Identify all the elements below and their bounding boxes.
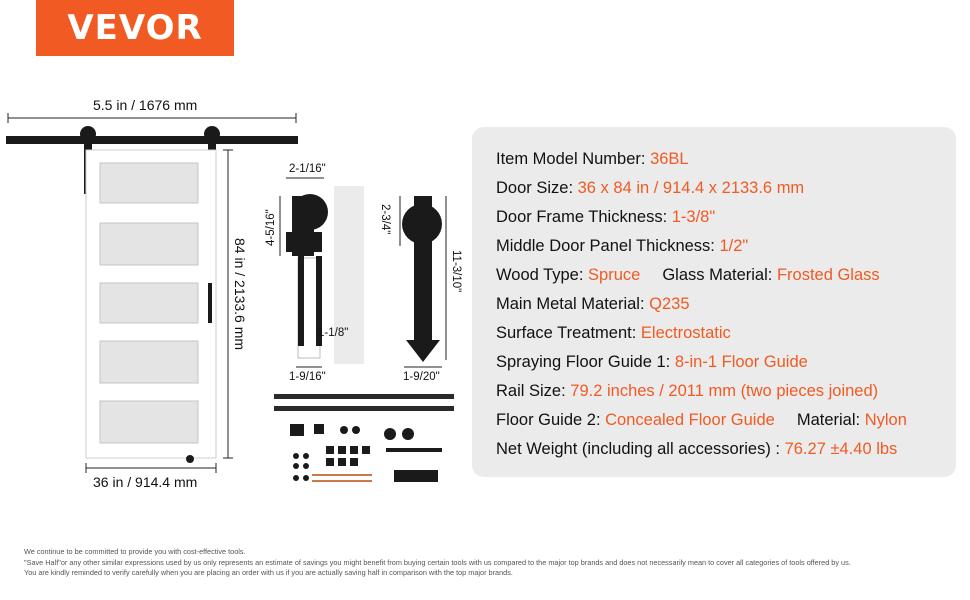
hanger-closeup: [286, 194, 328, 256]
bottom-width-dimension-line: [86, 463, 216, 473]
hanger-width-label: 2-1/16": [289, 163, 326, 175]
top-width-dimension-line: [8, 113, 296, 123]
spec-rail-size: Rail Size: 79.2 inches / 2011 mm (two pieces joined): [496, 382, 879, 400]
floor-guide: [186, 455, 194, 463]
spec-panel-thickness: Middle Door Panel Thickness: 1/2": [496, 237, 749, 255]
strap-closeup: [402, 196, 442, 362]
door-height-label: 84 in / 2133.6 mm: [232, 238, 248, 351]
disclaimer-line-2: "Save Half"or any other similar expressions used by us only represents an estimate of savings you might benefit from buying certain tools with us compared to the major top brands and does not necessarily mean to cover all categories of tools offered by us.: [24, 557, 851, 567]
barn-door-rail: [6, 136, 298, 144]
accessory-parts: [290, 424, 442, 482]
door-handle: [208, 283, 212, 323]
spec-wood-glass: Wood Type: Spruce Glass Material: Frosted Glass: [496, 266, 880, 284]
top-width-label: 5.5 in / 1676 mm: [93, 97, 198, 113]
spec-metal: Main Metal Material: Q235: [496, 295, 690, 313]
strap-top-label: 2-3/4": [379, 204, 391, 235]
spec-floor-guide-1: Spraying Floor Guide 1: 8-in-1 Floor Guide: [496, 353, 808, 371]
spec-model: Item Model Number: 36BL: [496, 150, 689, 168]
spec-net-weight: Net Weight (including all accessories) : 76.27 ±4.40 lbs: [496, 440, 898, 458]
strap-height-label: 11-3/10": [450, 250, 462, 293]
disclaimer: [24, 547, 851, 579]
disclaimer-line-3: You are kindly reminded to verify carefully when you are placing an order with us if you are actually saving half in comparison with the top major brands.: [24, 568, 513, 577]
spec-floor-guide-2: Floor Guide 2: Concealed Floor Guide Material: Nylon: [496, 411, 907, 429]
bottom-width-label: 36 in / 914.4 mm: [93, 474, 198, 490]
accessory-rails: [274, 394, 454, 411]
brand-logo-text: VEVOR: [67, 8, 203, 48]
spec-panel: [472, 127, 956, 477]
panel-thickness-label: 1-1/8": [318, 327, 349, 339]
hanger-height-label: 4-5/16": [265, 209, 277, 246]
spec-door-size: Door Size: 36 x 84 in / 914.4 x 2133.6 mm: [496, 179, 805, 197]
strap-bottom-label: 1-9/20": [403, 371, 440, 383]
disclaimer-line-1: We continue to be committed to provide you with cost-effective tools.: [24, 547, 246, 556]
spec-frame-thickness: Door Frame Thickness: 1-3/8": [496, 208, 716, 226]
spec-surface: Surface Treatment: Electrostatic: [496, 324, 731, 342]
hanger-bottom-label: 1-9/16": [289, 371, 326, 383]
